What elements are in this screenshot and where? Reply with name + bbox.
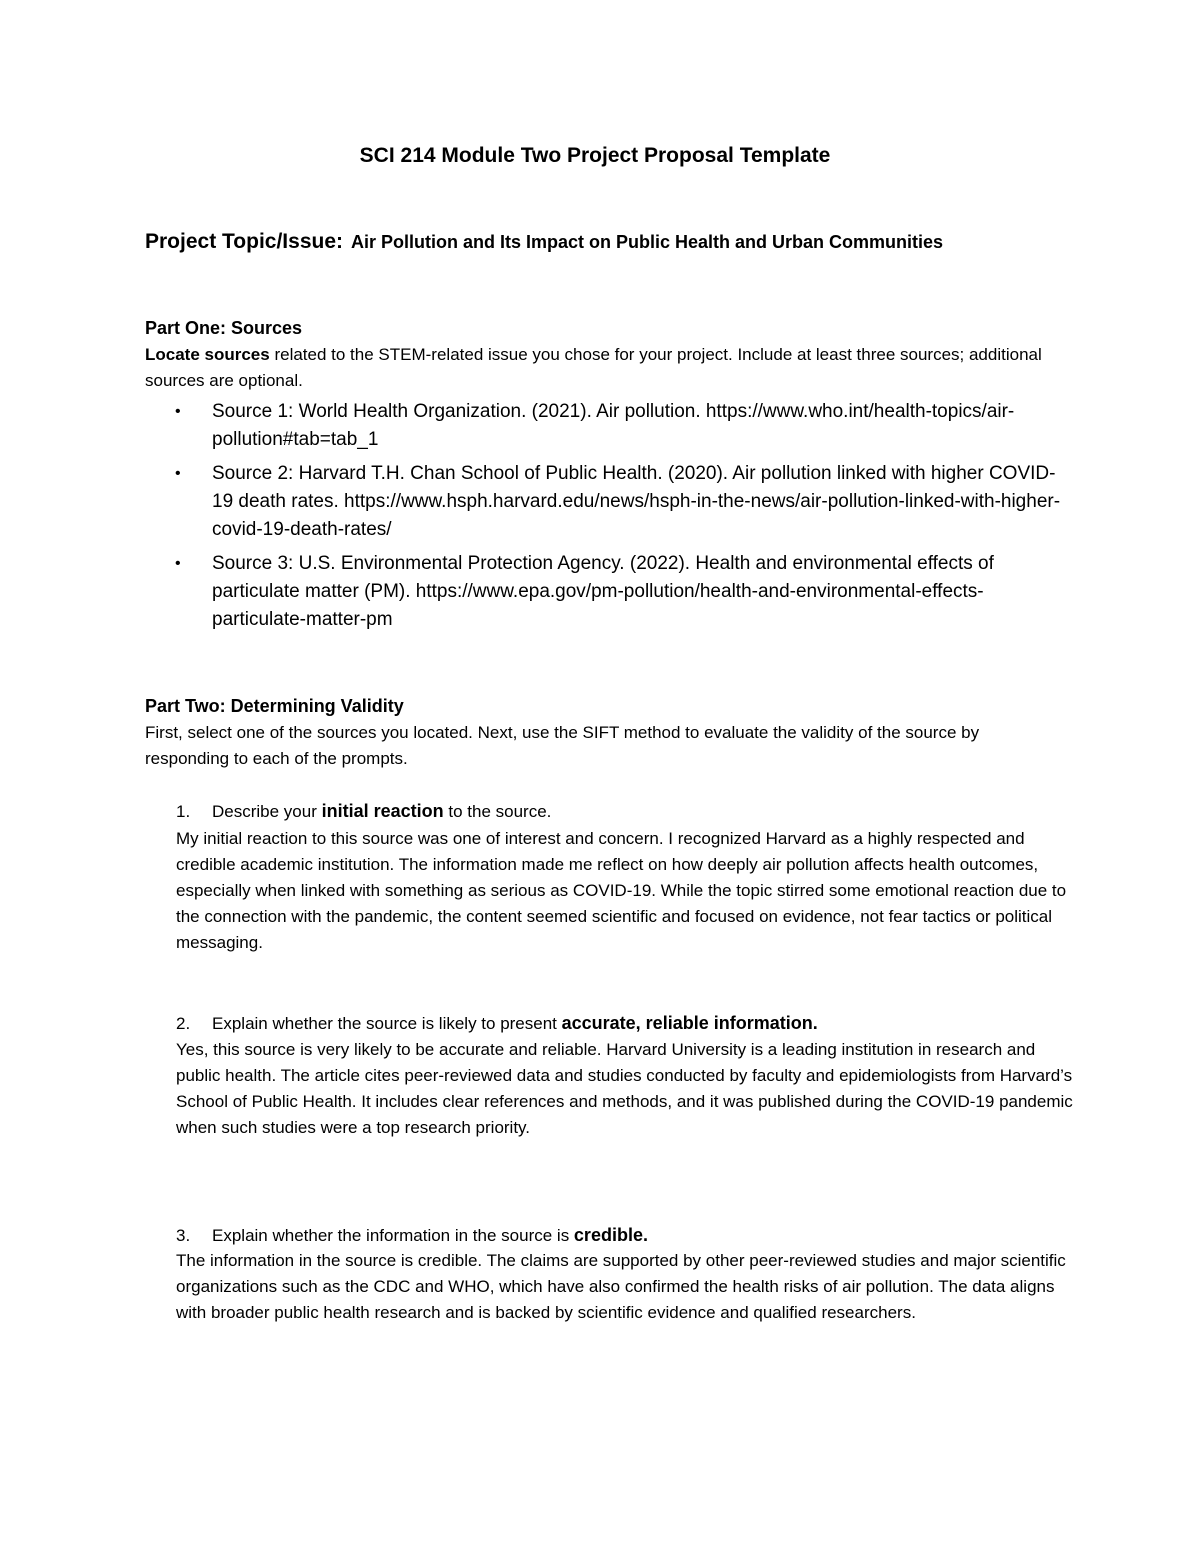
prompt-1 <box>176 798 1076 825</box>
part-one-intro <box>145 342 1065 394</box>
bullet-icon: • <box>175 555 181 572</box>
document-title: SCI 214 Module Two Project Proposal Template <box>359 144 831 167</box>
answer-2: Yes, this source is very likely to be accurate and reliable. Harvard University is a leading institution in research and public health. The article cites peer-reviewed data and studies conducted by faculty and epidemiologists from Harvard’s School of Public Health. It includes clear references and methods, and it was published during the COVID-19 pandemic when such studies were a top research priority. <box>176 1040 1073 1137</box>
list-item <box>145 550 1075 634</box>
part-one-heading: Part One: Sources <box>145 318 303 338</box>
project-topic-value: Air Pollution and Its Impact on Public Health and Urban Communities <box>351 232 944 252</box>
prompt-text: Explain whether the source is likely to present <box>212 1014 562 1033</box>
bullet-icon: • <box>175 403 181 420</box>
bullet-icon: • <box>175 465 181 482</box>
project-topic <box>145 228 1125 256</box>
part-one-intro-text: related to the STEM-related issue you chose for your project. Include at least three sources; additional sources are optional. <box>145 345 1042 390</box>
prompt-text-end: to the source. <box>443 802 552 821</box>
answer-1: My initial reaction to this source was one of interest and concern. I recognized Harvard as a highly respected and credible academic institution. The information made me reflect on how deeply air pollution affects health outcomes, especially when linked with something as serious as COVID-19. While the topic stirred some emotional reaction due to the connection with the pandemic, the content seemed scientific and focused on evidence, not fear tactics or political messaging. <box>176 829 1067 952</box>
list-item <box>145 460 1075 544</box>
source-text: Source 1: World Health Organization. (2021). Air pollution. https://www.who.int/health-topics/air-pollution#tab=tab_1 <box>212 401 1015 450</box>
prompt-emphasis: credible. <box>573 1225 648 1245</box>
list-item <box>145 398 1075 454</box>
answer-3: The information in the source is credible. The claims are supported by other peer-reviewed studies and major scientific organizations such as the CDC and WHO, which have also confirmed the health risks of air pollution. The data aligns with broader public health research and is backed by scientific evidence and qualified researchers. <box>176 1251 1066 1322</box>
prompt-number: 2. <box>176 1014 191 1033</box>
prompt-emphasis: accurate, reliable information. <box>561 1013 818 1033</box>
source-text: Source 3: U.S. Environmental Protection Agency. (2022). Health and environmental effects of particulate matter (PM). https://www.epa.gov/pm-pollution/health-and-environmental-effects-particulate-matter-pm <box>212 553 994 630</box>
prompt-text: Explain whether the information in the source is <box>212 1226 574 1245</box>
part-two-heading: Part Two: Determining Validity <box>145 696 404 716</box>
part-two-intro: First, select one of the sources you located. Next, use the SIFT method to evaluate the validity of the source by responding to each of the prompts. <box>145 723 980 768</box>
project-topic-label: Project Topic/Issue: <box>145 230 343 253</box>
source-text: Source 2: Harvard T.H. Chan School of Public Health. (2020). Air pollution linked with higher COVID-19 death rates. https://www.hsph.harvard.edu/news/hsph-in-the-news/air-pollution-linked-with-higher-covid-19-death-rates/ <box>212 463 1061 540</box>
prompt-number: 3. <box>176 1226 191 1245</box>
source-list <box>145 398 1075 640</box>
prompt-2 <box>176 1010 1076 1037</box>
prompt-number: 1. <box>176 802 191 821</box>
prompt-text: Describe your <box>212 802 322 821</box>
part-one-intro-bold: Locate sources <box>145 345 270 364</box>
prompt-3 <box>176 1222 1076 1249</box>
prompt-emphasis: initial reaction <box>321 801 444 821</box>
